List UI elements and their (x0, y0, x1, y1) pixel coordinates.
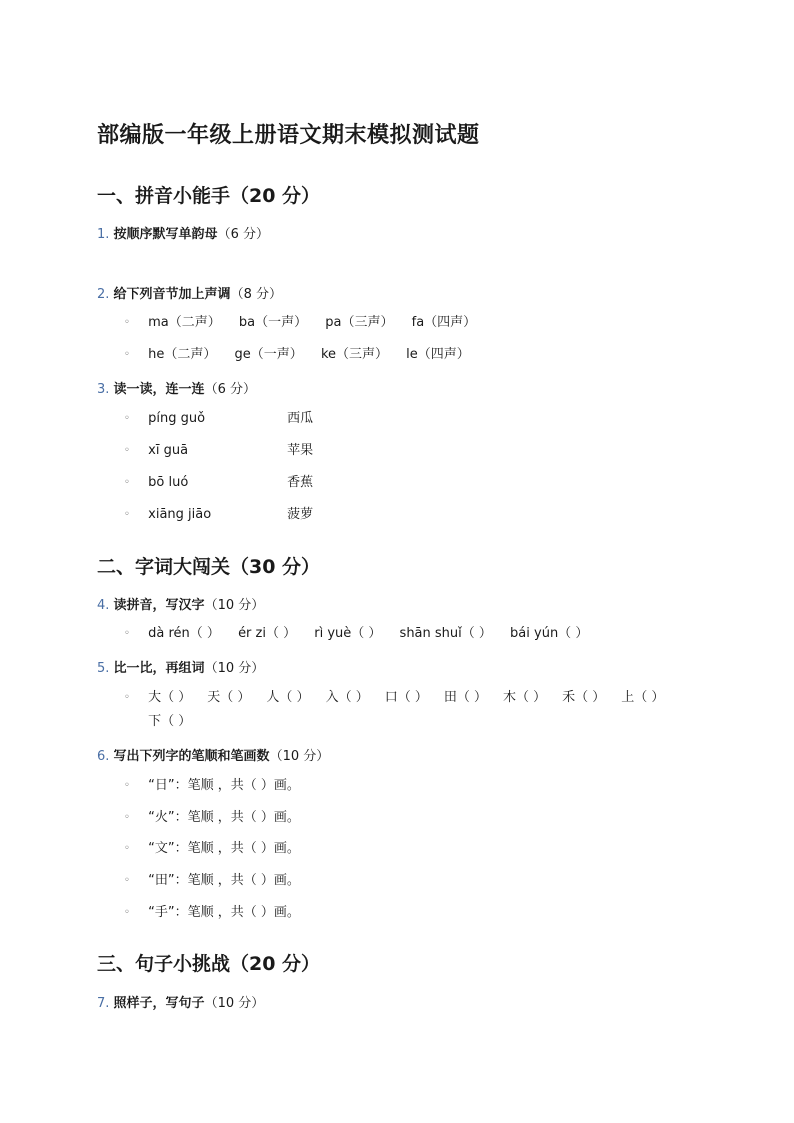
question-text: 读拼音，写汉字 (113, 598, 205, 613)
question-text: 读一读，连一连 (113, 382, 205, 397)
pinyin-text: xī guā (148, 443, 189, 458)
character-blank-item: 口（ ） (384, 690, 428, 705)
list-item (124, 343, 470, 367)
section-heading-words: 二、字词大闯关（30 分） (97, 556, 321, 578)
list-item (124, 774, 300, 798)
section-heading-sentences: 三、句子小挑战（20 分） (97, 953, 321, 975)
question-number: 4. (97, 598, 110, 613)
character-blank-item: 上（ ） (621, 690, 665, 705)
bullet-icon: ◦ (124, 445, 130, 456)
list-item (124, 837, 300, 861)
character-blank-item: 天（ ） (207, 690, 251, 705)
syllable-item: ke（三声） (320, 347, 389, 362)
syllable-item: he（二声） (148, 347, 217, 362)
word-text: 香蕉 (287, 475, 314, 490)
pinyin-text: píng guǒ (148, 411, 206, 426)
bullet-icon: ◦ (124, 509, 130, 520)
question-points: （6 分） (204, 382, 256, 397)
stroke-order-item: “火”：笔顺 ，共（ ）画。 (148, 810, 300, 825)
pinyin-text: xiāng jiāo (148, 507, 212, 522)
character-blank-item: 木（ ） (502, 690, 547, 705)
character-blank-item: 入（ ） (325, 690, 369, 705)
syllable-item: pa（三声） (325, 315, 394, 330)
stroke-order-item: “手”：笔顺 ，共（ ）画。 (148, 905, 300, 920)
question-points: （10 分） (269, 749, 330, 764)
bullet-icon: ◦ (124, 628, 130, 639)
section-heading-pinyin: 一、拼音小能手（20 分） (97, 185, 321, 207)
pinyin-blank-item: rì yuè（ ） (314, 626, 382, 641)
word-text: 苹果 (287, 443, 314, 458)
list-item (124, 806, 300, 830)
bullet-icon: ◦ (124, 413, 130, 424)
character-blank-item: 禾（ ） (562, 690, 606, 705)
list-item (124, 622, 588, 646)
character-blank-item: 田（ ） (443, 690, 487, 705)
bullet-icon: ◦ (124, 780, 130, 791)
question-7 (97, 992, 264, 1011)
question-number: 3. (97, 382, 110, 397)
list-item (124, 471, 313, 495)
list-item (124, 901, 300, 925)
syllable-item: ma（二声） (148, 315, 221, 330)
bullet-icon: ◦ (124, 692, 130, 703)
question-points: （10 分） (204, 598, 265, 613)
question-number: 6. (97, 749, 110, 764)
word-text: 西瓜 (287, 411, 314, 426)
page-title: 部编版一年级上册语文期末模拟测试题 (97, 123, 480, 148)
list-item (124, 407, 313, 431)
question-6 (97, 745, 329, 764)
list-item (124, 311, 476, 335)
syllable-item: fa（四声） (411, 315, 477, 330)
list-item (124, 439, 313, 463)
character-blank-item: 下（ ） (148, 714, 192, 729)
bullet-icon: ◦ (124, 477, 130, 488)
syllable-item: le（四声） (406, 347, 470, 362)
list-item (124, 686, 688, 734)
question-number: 1. (97, 227, 110, 242)
question-text: 比一比，再组词 (113, 661, 205, 676)
character-blank-item: 人（ ） (266, 690, 310, 705)
pinyin-blank-item: dà rén（ ） (148, 626, 220, 641)
syllable-item: ba（一声） (238, 315, 308, 330)
pinyin-blank-item: bái yún（ ） (510, 626, 589, 641)
question-3 (97, 378, 256, 397)
pinyin-blank-item: shān shuǐ（ ） (399, 626, 492, 641)
list-item (124, 503, 313, 527)
list-item (124, 869, 300, 893)
question-text: 写出下列字的笔顺和笔画数 (113, 749, 270, 764)
bullet-icon: ◦ (124, 907, 130, 918)
stroke-order-item: “文”：笔顺 ，共（ ）画。 (148, 841, 300, 856)
bullet-icon: ◦ (124, 349, 130, 360)
question-text: 给下列音节加上声调 (113, 287, 231, 302)
pinyin-blank-item: ér zi（ ） (238, 626, 297, 641)
question-points: （10 分） (204, 996, 265, 1011)
stroke-order-item: “田”：笔顺 ，共（ ）画。 (148, 873, 300, 888)
bullet-icon: ◦ (124, 875, 130, 886)
syllable-item: ge（一声） (234, 347, 303, 362)
word-text: 菠萝 (287, 507, 314, 522)
question-points: （10 分） (204, 661, 265, 676)
bullet-icon: ◦ (124, 843, 130, 854)
pinyin-text: bō luó (148, 475, 189, 490)
question-2 (97, 283, 282, 302)
question-4 (97, 594, 264, 613)
question-number: 7. (97, 996, 110, 1011)
question-number: 2. (97, 287, 110, 302)
bullet-icon: ◦ (124, 812, 130, 823)
question-points: （6 分） (217, 227, 269, 242)
stroke-order-item: “日”：笔顺 ，共（ ）画。 (148, 778, 300, 793)
question-text: 按顺序默写单韵母 (113, 227, 218, 242)
question-5 (97, 657, 264, 676)
question-number: 5. (97, 661, 110, 676)
bullet-icon: ◦ (124, 317, 130, 328)
question-text: 照样子，写句子 (113, 996, 205, 1011)
question-points: （8 分） (230, 287, 282, 302)
character-blank-item: 大（ ） (148, 690, 192, 705)
question-1 (97, 223, 269, 242)
